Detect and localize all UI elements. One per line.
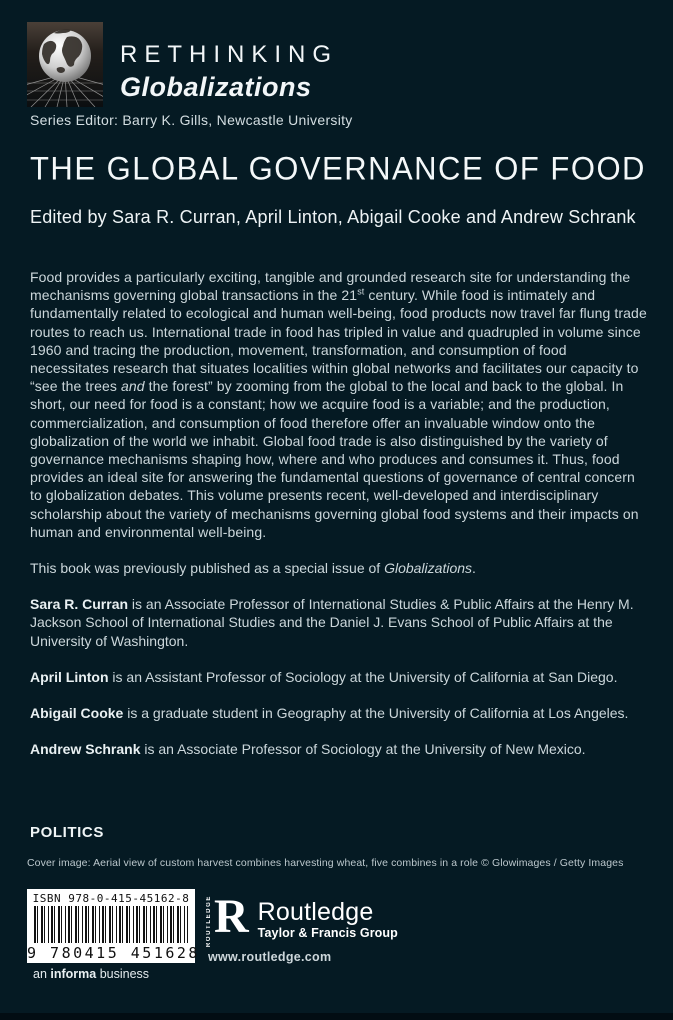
publisher-group: Taylor & Francis Group (257, 926, 398, 941)
bio-andrew-schrank: Andrew Schrank is an Associate Professor of Sociology at the University of New Mexico. (30, 741, 586, 758)
edited-by-line: Edited by Sara R. Curran, April Linton, Abigail Cooke and Andrew Schrank (30, 207, 636, 227)
globe-icon (27, 22, 103, 107)
series-name-line1: RETHINKING (120, 41, 339, 68)
isbn-number: ISBN 978-0-415-45162-8 (32, 892, 190, 905)
book-title: THE GLOBAL GOVERNANCE OF FOOD (30, 150, 646, 187)
routledge-r-mark (206, 890, 249, 949)
publisher-name: Routledge (257, 898, 374, 926)
series-name-line2: Globalizations (120, 72, 312, 102)
publisher-website: www.routledge.com (208, 950, 332, 964)
bottom-edge-strip (0, 1013, 673, 1020)
routledge-logo (206, 890, 398, 949)
series-editor-line: Series Editor: Barry K. Gills, Newcastle University (30, 112, 353, 128)
barcode-bars (34, 906, 188, 943)
blurb-paragraph: Food provides a particularly exciting, tangible and grounded research site for understanding the mechanisms governing global transactions in the 21st century. While food is intimately and fundamentally related to ecological and human well-being, food products now travel far flung trade routes to reach us. International trade in food has tripled in value and quadrupled in volume since 1960 and tracing the production, movement, transformation, and consumption of food necessitates research that situates localities within global networks and facilitates our capacity to “see the trees and the forest” by zooming from the global to the local and back to the global. In short, our need for food is a constant; how we acquire food is a variable; and the production, commercialization, and consumption of food therefore offer an invaluable window onto the globalization of the world we inhabit. Global food trade is also distinguished by the variety of governance mechanisms shaping how, where and who produces and consumes it. Thus, food provides an ideal site for answering the fundamental questions of governance of central concern to globalization debates. This volume presents recent, well-developed and interdisciplinary scholarship about the variety of mechanisms governing global food systems and their impacts on human and environmental well-being. (30, 269, 647, 540)
category-label: POLITICS (30, 824, 104, 841)
bio-april-linton: April Linton is an Assistant Professor of Sociology at the University of California at San Diego. (30, 668, 618, 685)
bio-sara-curran: Sara R. Curran is an Associate Professor of International Studies & Public Affairs at the Henry M. Jackson School of International Studies and the Daniel J. Evans School of Public Affairs at the University of Washington. (30, 596, 634, 649)
routledge-r-letter: R (214, 890, 249, 943)
bio-abigail-cooke: Abigail Cooke is a graduate student in Geography at the University of California at Los Angeles. (30, 705, 629, 722)
routledge-wordmark (258, 899, 398, 940)
back-cover-text (30, 268, 648, 758)
isbn-barcode (27, 889, 200, 963)
cover-image-credit: Cover image: Aerial view of custom harvest combines harvesting wheat, five combines in a role © Glowimages / Getty Images (27, 857, 624, 869)
previously-published-note: This book was previously published as a special issue of Globalizations. (30, 560, 476, 577)
informa-business-line: an informa business (33, 967, 150, 981)
ean-digits: 9 780415 451628 (27, 944, 200, 962)
series-title-block (120, 43, 338, 101)
series-header (27, 22, 338, 107)
routledge-vertical-text: ROUTLEDGE (206, 895, 212, 948)
